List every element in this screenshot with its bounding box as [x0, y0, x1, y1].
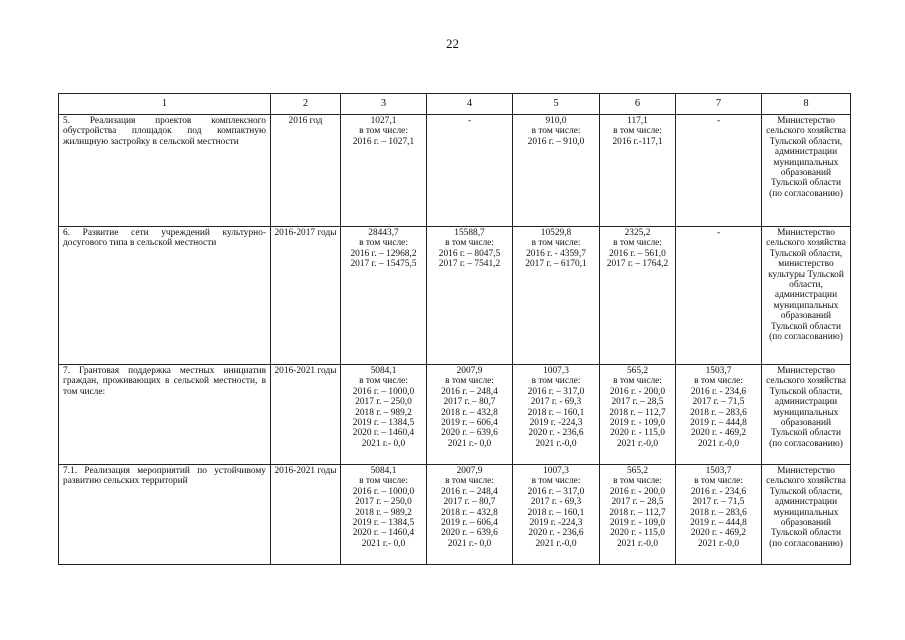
year-amount: 2016 г. - 200,0 [609, 386, 666, 397]
amount-total: - [716, 116, 721, 126]
year-amount: 2016 г. – 248,4 [441, 386, 498, 397]
year-amount: 2020 г. - 236,6 [528, 528, 584, 539]
activity-period: 2016 год [271, 115, 341, 227]
including-label: в том числе: [694, 476, 743, 487]
year-amount: 2018 г. – 432,8 [441, 407, 498, 418]
year-amount: 2017 г. - 69,3 [530, 397, 582, 408]
funding-cell-local [600, 227, 676, 365]
including-label: в том числе: [359, 476, 408, 487]
funding-cell-extrabudgetary [676, 227, 762, 365]
funding-cell-total [341, 115, 427, 227]
funding-cell-extrabudgetary [676, 115, 762, 227]
amount-total: 2325,2 [624, 228, 651, 238]
year-amount: 2016 г. – 317,0 [527, 486, 585, 497]
funding-cell-federal [427, 227, 513, 365]
year-amount: 2016 г. - 234,6 [690, 386, 747, 397]
including-label: в том числе: [613, 238, 662, 249]
amount-total: 117,1 [627, 116, 648, 126]
year-amount: 2017 г. – 80,7 [443, 497, 496, 508]
year-amount: 2016 г. – 1027,1 [352, 136, 415, 147]
amount-total: 5084,1 [370, 466, 397, 476]
program-activities-table [58, 93, 851, 565]
year-amount: 2019 г. – 1384,5 [352, 418, 415, 429]
header-col-7: 7 [676, 94, 762, 115]
funding-cell-total [341, 365, 427, 465]
amount-total: 2007,9 [456, 366, 483, 376]
including-label: в том числе: [359, 126, 408, 137]
year-amount: 2019 г. – 1384,5 [352, 518, 415, 529]
year-amount: 2016 г. – 248,4 [441, 486, 498, 497]
year-amount: 2017 г. – 28,5 [611, 497, 664, 508]
year-amount: 2020 г. - 469,2 [690, 528, 747, 539]
including-label: в том числе: [694, 376, 743, 387]
amount-total: 1007,3 [543, 466, 569, 476]
including-label: в том числе: [531, 376, 581, 387]
year-amount: 2021 г.-0,0 [697, 438, 740, 449]
year-amount: 2021 г.- 0,0 [361, 438, 406, 449]
activity-period: 2016-2021 годы [271, 365, 341, 465]
year-amount: 2017 г. – 71,5 [692, 397, 745, 408]
table-row [59, 227, 851, 365]
year-amount: 2019 г. – 444,8 [690, 518, 747, 529]
amount-total: 1503,7 [705, 366, 732, 376]
year-amount: 2017 г. – 28,5 [611, 397, 664, 408]
header-col-8: 8 [762, 94, 851, 115]
year-amount: 2020 г. – 639,6 [441, 528, 498, 539]
table-row [59, 115, 851, 227]
including-label: в том числе: [445, 376, 494, 387]
amount-total: 5084,1 [370, 366, 397, 376]
funding-cell-local [600, 365, 676, 465]
page-number: 22 [446, 36, 459, 51]
year-amount: 2016 г. – 910,0 [527, 136, 585, 147]
year-amount: 2016 г. – 12968,2 [350, 248, 417, 259]
funding-cell-total [341, 465, 427, 565]
funding-cell-local [600, 465, 676, 565]
year-amount: 2016 г. - 200,0 [609, 486, 666, 497]
year-amount: 2021 г.- 0,0 [447, 438, 492, 449]
including-label: в том числе: [613, 376, 662, 387]
year-amount: 2018 г. – 283,6 [690, 407, 747, 418]
year-amount: 2019 г. – 444,8 [690, 418, 747, 429]
year-amount: 2017 г. – 71,5 [692, 497, 745, 508]
year-amount: 2016 г. – 317,0 [527, 386, 585, 397]
year-amount: 2018 г. – 432,8 [441, 507, 498, 518]
year-amount: 2016 г. – 1000,0 [352, 486, 415, 497]
amount-total: 565,2 [626, 466, 649, 476]
including-label: в том числе: [531, 238, 581, 249]
header-col-5: 5 [513, 94, 600, 115]
including-label: в том числе: [613, 126, 662, 137]
amount-total: 10529,8 [540, 228, 572, 238]
amount-total: 910,0 [545, 116, 567, 126]
year-amount: 2017 г. – 15475,5 [350, 259, 417, 270]
amount-total: - [467, 116, 472, 126]
year-amount: 2021 г.-0,0 [535, 438, 577, 449]
year-amount: 2021 г.-0,0 [616, 438, 659, 449]
including-label: в том числе: [359, 376, 408, 387]
year-amount: 2016 г. - 4359,7 [526, 248, 586, 259]
header-col-2: 2 [271, 94, 341, 115]
year-amount: 2021 г.- 0,0 [361, 538, 406, 549]
year-amount: 2016 г. – 561,0 [609, 248, 666, 259]
amount-total: - [716, 228, 721, 238]
year-amount: 2018 г. – 112,7 [609, 407, 666, 418]
funding-cell-regional [513, 465, 600, 565]
header-col-1: 1 [59, 94, 271, 115]
funding-cell-total [341, 227, 427, 365]
header-row [59, 94, 851, 115]
amount-total: 28443,7 [368, 228, 399, 238]
funding-cell-federal [427, 465, 513, 565]
funding-cell-local [600, 115, 676, 227]
year-amount: 2016 г. – 8047,5 [438, 248, 501, 259]
table-row [59, 465, 851, 565]
including-label: в том числе: [445, 238, 494, 249]
year-amount: 2020 г. - 236,6 [528, 428, 584, 439]
header-col-6: 6 [600, 94, 676, 115]
year-amount: 2017 г. – 6170,1 [525, 259, 587, 270]
year-amount: 2021 г.-0,0 [697, 538, 740, 549]
year-amount: 2018 г. – 160,1 [527, 507, 585, 518]
header-col-4: 4 [427, 94, 513, 115]
year-amount: 2016 г. – 1000,0 [352, 386, 415, 397]
activity-name: 6. Развитие сети учреждений культурно-досугового типа в сельской местности [59, 227, 271, 365]
funding-cell-extrabudgetary [676, 465, 762, 565]
including-label: в том числе: [531, 476, 581, 487]
activity-name: 7.1. Реализация мероприятий по устойчивому развитию сельских территорий [59, 465, 271, 565]
including-label: в том числе: [531, 126, 581, 137]
year-amount: 2020 г. - 469,2 [690, 428, 747, 439]
activity-period: 2016-2021 годы [271, 465, 341, 565]
funding-cell-regional [513, 115, 600, 227]
year-amount: 2020 г. – 1460,4 [352, 528, 415, 539]
funding-cell-regional [513, 365, 600, 465]
year-amount: 2020 г. - 115,0 [610, 428, 665, 439]
funding-cell-regional [513, 227, 600, 365]
responsible-executor: Министерство сельского хозяйства Тульской области, администрации муниципальных образований Тульской области (по согласованию) [762, 115, 851, 227]
responsible-executor: Министерство сельского хозяйства Тульской области, администрации муниципальных образований Тульской области (по согласованию) [762, 365, 851, 465]
header-col-3: 3 [341, 94, 427, 115]
amount-total: 15588,7 [454, 228, 485, 238]
including-label: в том числе: [613, 476, 662, 487]
year-amount: 2016 г.-117,1 [612, 136, 663, 147]
year-amount: 2017 г. - 69,3 [530, 497, 582, 508]
activity-name: 7. Грантовая поддержка местных инициатив граждан, проживающих в сельской местности, в том числе: [59, 365, 271, 465]
funding-cell-federal [427, 365, 513, 465]
year-amount: 2019 г. - 109,0 [609, 518, 666, 529]
year-amount: 2017 г. – 250,0 [355, 497, 412, 508]
year-amount: 2018 г. – 989,2 [355, 507, 412, 518]
activity-name: 5. Реализация проектов комплексного обустройства площадок под компактную жилищную застройку в сельской местности [59, 115, 271, 227]
year-amount: 2020 г. – 1460,4 [352, 428, 415, 439]
responsible-executor: Министерство сельского хозяйства Тульской области, администрации муниципальных образований Тульской области (по согласованию) [762, 465, 851, 565]
year-amount: 2019 г. – 606,4 [441, 418, 498, 429]
year-amount: 2017 г. – 80,7 [443, 397, 496, 408]
funding-cell-federal [427, 115, 513, 227]
year-amount: 2017 г. – 7541,2 [438, 259, 501, 270]
table-row [59, 365, 851, 465]
responsible-executor: Министерство сельского хозяйства Тульской области, министерство культуры Тульской области, администрации муниципальных образований Тульской области (по согласованию) [762, 227, 851, 365]
year-amount: 2018 г. – 283,6 [690, 507, 747, 518]
year-amount: 2019 г. -224,3 [529, 418, 583, 429]
year-amount: 2019 г. -224,3 [529, 518, 583, 529]
year-amount: 2021 г.-0,0 [616, 538, 659, 549]
year-amount: 2019 г. – 606,4 [441, 518, 498, 529]
year-amount: 2020 г. - 115,0 [610, 528, 665, 539]
year-amount: 2016 г. - 234,6 [690, 486, 747, 497]
year-amount: 2021 г.- 0,0 [447, 538, 492, 549]
year-amount: 2017 г. – 1764,2 [606, 259, 669, 270]
year-amount: 2018 г. – 112,7 [609, 507, 666, 518]
year-amount: 2018 г. – 989,2 [355, 407, 412, 418]
year-amount: 2020 г. – 639,6 [441, 428, 498, 439]
year-amount: 2021 г.-0,0 [535, 538, 577, 549]
amount-total: 1027,1 [370, 116, 397, 126]
activity-period: 2016-2017 годы [271, 227, 341, 365]
funding-cell-extrabudgetary [676, 365, 762, 465]
including-label: в том числе: [445, 476, 494, 487]
year-amount: 2018 г. – 160,1 [527, 407, 585, 418]
amount-total: 2007,9 [456, 466, 483, 476]
amount-total: 1007,3 [543, 366, 569, 376]
amount-total: 565,2 [626, 366, 649, 376]
year-amount: 2019 г. - 109,0 [609, 418, 666, 429]
year-amount: 2017 г. – 250,0 [355, 397, 412, 408]
including-label: в том числе: [359, 238, 408, 249]
amount-total: 1503,7 [705, 466, 732, 476]
